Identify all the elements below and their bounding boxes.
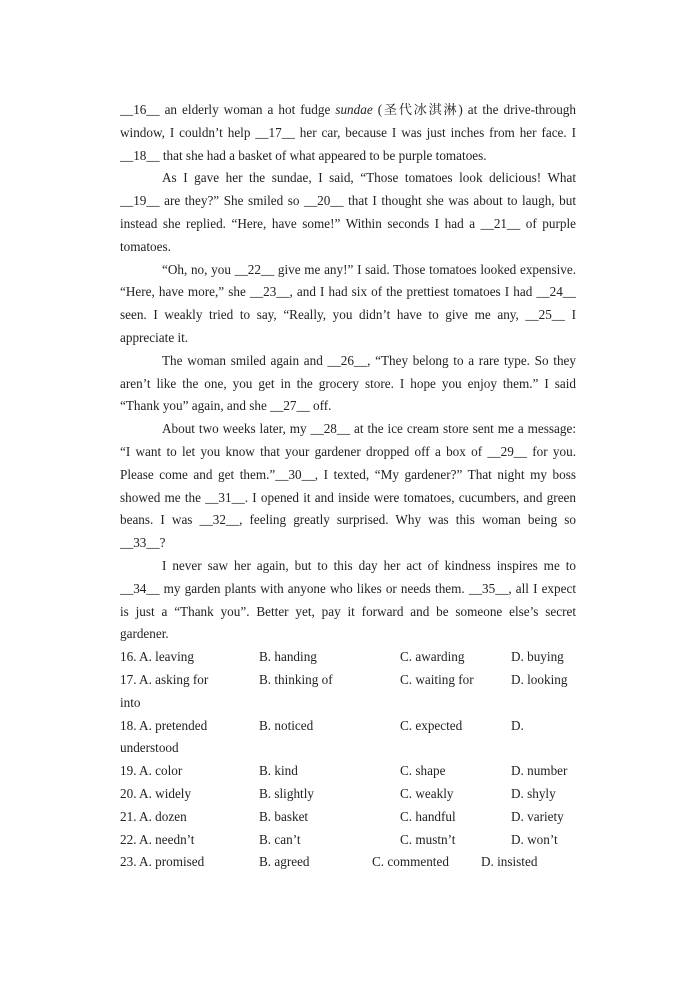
option-c: C. expected (400, 717, 463, 733)
question-23 (120, 851, 576, 874)
question-16 (120, 646, 576, 669)
option-b: B. can’t (259, 831, 301, 847)
question-21 (120, 806, 576, 829)
question-22 (120, 829, 576, 852)
option-b: B. basket (259, 808, 309, 824)
option-d: D. looking (511, 671, 568, 687)
option-c: C. awarding (400, 649, 465, 665)
option-d-continued: understood (120, 740, 179, 756)
question-20 (120, 783, 576, 806)
question-19 (120, 760, 576, 783)
option-a: 16. A. leaving (120, 649, 194, 665)
option-c: C. commented (372, 854, 449, 870)
option-a: 17. A. asking for (120, 671, 209, 687)
option-a: 19. A. color (120, 763, 183, 779)
option-b: B. agreed (259, 854, 310, 870)
option-b: B. slightly (259, 785, 314, 801)
option-d: D. won’t (511, 831, 558, 847)
question-18 (120, 715, 576, 761)
option-b: B. thinking of (259, 671, 333, 687)
question-list (120, 646, 576, 874)
p1-italic: sundae (335, 102, 373, 117)
option-c: C. weakly (400, 785, 454, 801)
option-d: D. shyly (511, 785, 556, 801)
option-c: C. waiting for (400, 671, 474, 687)
passage-paragraph-6: I never saw her again, but to this day her act of kindness inspires me to __34__ my garden plants with anyone who likes or needs them. __35__, all I expect is just a “Thank you”. Better yet, pay it forward and be someone else’s secret gardener. (120, 557, 576, 642)
passage-paragraph-5: About two weeks later, my __28__ at the ice cream store sent me a message: “I want to let you know that your gardener dropped off a box of __29__ for you. Please come and get them.”__30__, I texted, “My gardener?” That night my boss showed me the __31__. I opened it and inside were tomatoes, cucumbers, and green beans. I was __32__, feeling greatly surprised. Why was this woman being so __33__? (120, 421, 576, 551)
option-d-continued: into (120, 694, 141, 710)
option-c: C. handful (400, 808, 456, 824)
option-a: 20. A. widely (120, 785, 192, 801)
option-d: D. number (511, 763, 568, 779)
option-a: 23. A. promised (120, 854, 205, 870)
p1-pre: __16__ an elderly woman a hot fudge (120, 102, 336, 117)
option-a: 21. A. dozen (120, 808, 187, 824)
passage-paragraph-3: “Oh, no, you __22__ give me any!” I said. Those tomatoes looked expensive. “Here, have more,” she __23__, and I had six of the prettiest tomatoes I had __24__ seen. I weakly tried to say, “Really, you didn’t have to give me any, __25__ I appreciate it. (120, 261, 576, 345)
option-d: D. insisted (481, 854, 538, 870)
option-b: B. kind (259, 763, 298, 779)
passage-paragraph-2: As I gave her the sundae, I said, “Those tomatoes look delicious! What __19__ are they?” She smiled so __20__ that I thought she was about to laugh, but instead she replied. “Here, have some!” Within seconds I had a __21__ of purple tomatoes. (120, 170, 576, 254)
option-b: B. noticed (259, 717, 314, 733)
question-17 (120, 669, 576, 715)
option-d: D. (511, 717, 524, 733)
option-d: D. variety (511, 808, 564, 824)
passage-paragraph-1 (120, 99, 576, 167)
option-a: 22. A. needn’t (120, 831, 195, 847)
option-b: B. handing (259, 649, 317, 665)
option-d: D. buying (511, 649, 564, 665)
p1-post: (圣代冰淇淋) at the drive-through window, I couldn’t help __17__ her car, because I was just inches from her face. I __18__ that she had a basket of what appeared to be purple tomatoes. (120, 102, 576, 163)
option-c: C. shape (400, 763, 446, 779)
document-page (120, 99, 576, 874)
passage-paragraph-4: The woman smiled again and __26__, “They belong to a rare type. So they aren’t like the one, you get in the grocery store. I hope you enjoy them.” I said “Thank you” again, and she __27__ off. (120, 352, 576, 414)
option-c: C. mustn’t (400, 831, 456, 847)
option-a: 18. A. pretended (120, 717, 208, 733)
